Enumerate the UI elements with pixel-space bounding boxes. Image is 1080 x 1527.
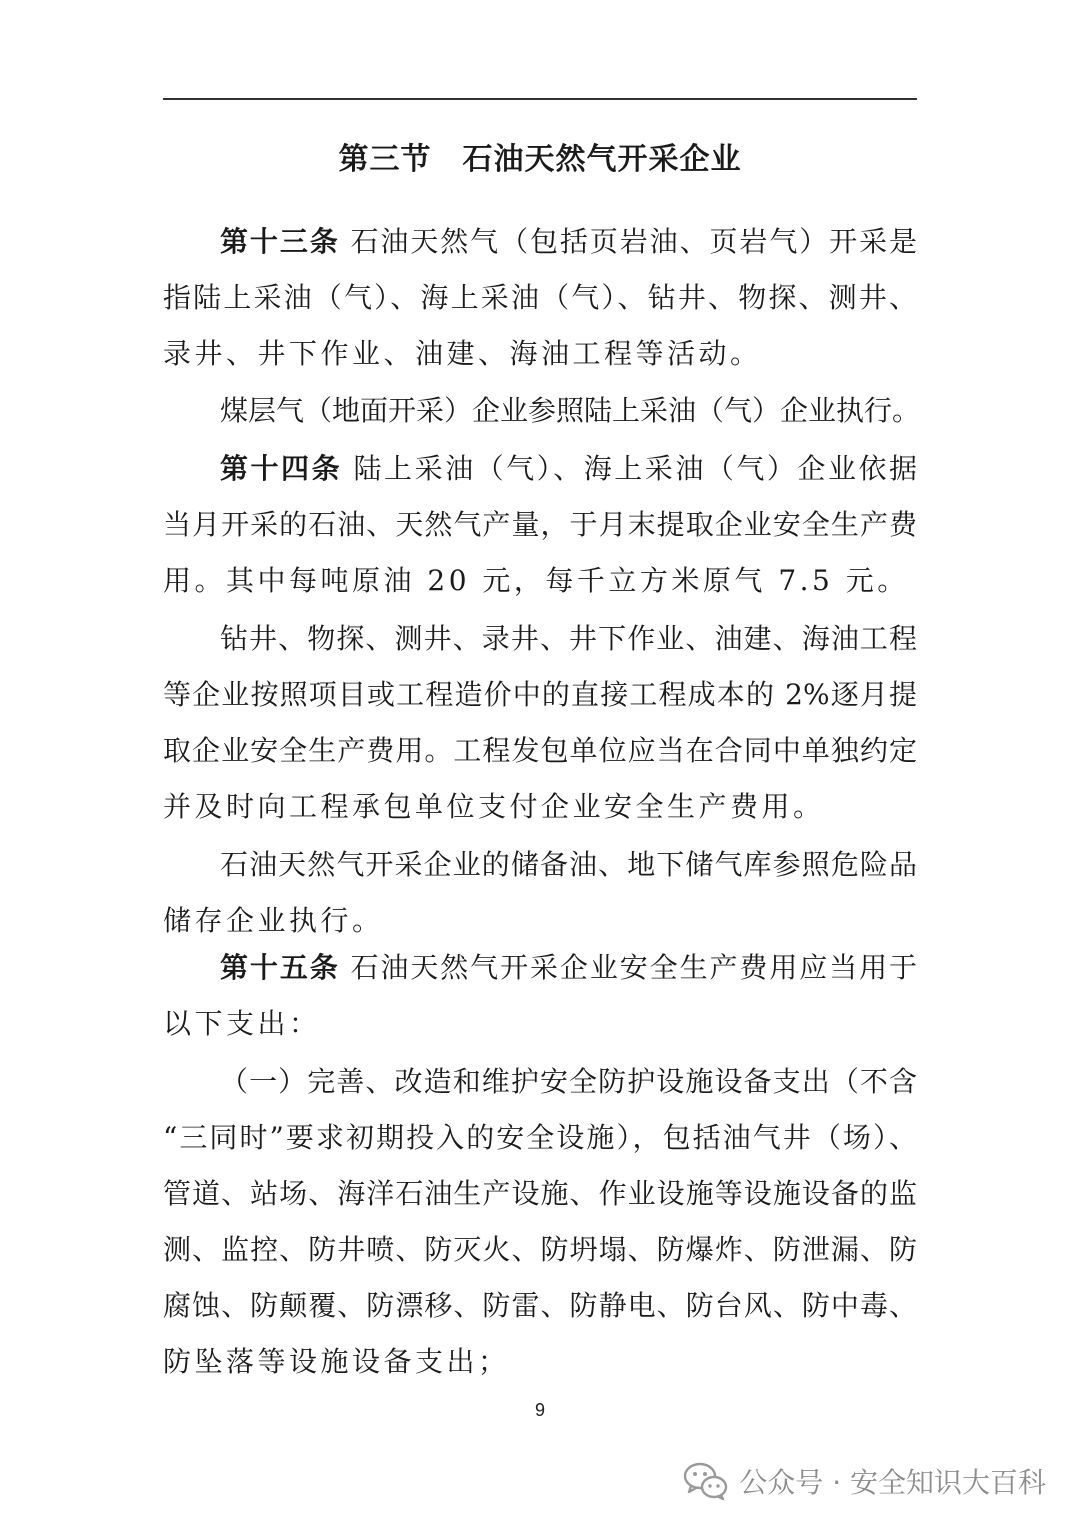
text-line	[163, 1334, 917, 1390]
article-label: 第十四条	[220, 452, 343, 485]
section-title: 第三节 石油天然气开采企业	[338, 142, 742, 177]
page-number: 9	[534, 1400, 545, 1420]
line-text: 并及时向工程承包单位支付企业安全生产费用。	[163, 790, 825, 823]
line-text: 储存企业执行。	[163, 904, 384, 937]
text-line	[163, 1054, 917, 1110]
text-line	[163, 667, 917, 723]
line-text: 以下支出：	[163, 1007, 321, 1040]
line-text: 取企业安全生产费用。工程发包单位应当在合同中单独约定	[163, 734, 917, 767]
line-text: 煤层气（地面开采）企业参照陆上采油（气）企业执行。	[220, 394, 921, 427]
line-text: 管道、站场、海洋石油生产设施、作业设施等设施设备的监	[163, 1177, 917, 1210]
text-line	[163, 940, 917, 996]
line-text: 等企业按照项目或工程造价中的直接工程成本的 2%逐月提	[163, 678, 917, 711]
article-label: 第十三条	[220, 225, 340, 258]
line-text: 测、监控、防井喷、防灭火、防坍塌、防爆炸、防泄漏、防	[163, 1233, 917, 1266]
line-text: 录井、井下作业、油建、海油工程等活动。	[163, 337, 762, 370]
line-text: “三同时”要求初期投入的安全设施），包括油气井（场）、	[163, 1121, 917, 1154]
line-text: 钻井、物探、测井、录井、井下作业、油建、海油工程	[220, 622, 917, 655]
line-text: 防坠落等设施设备支出；	[163, 1345, 510, 1378]
text-line	[163, 270, 917, 326]
text-line	[163, 1278, 917, 1334]
line-text: 陆上采油（气）、海上采油（气）企业依据	[342, 452, 917, 485]
text-line	[163, 723, 917, 779]
line-text: 指陆上采油（气）、海上采油（气）、钻井、物探、测井、	[163, 281, 917, 314]
text-line	[163, 611, 917, 667]
text-line	[163, 553, 917, 609]
text-line	[163, 1222, 917, 1278]
header-rule	[163, 98, 917, 100]
text-line	[163, 1110, 917, 1166]
line-text: 用。其中每吨原油 20 元，每千立方米原气 7.5 元。	[163, 564, 909, 597]
text-line	[163, 214, 917, 270]
text-line	[163, 441, 917, 497]
watermark	[683, 1456, 1046, 1506]
text-line	[163, 1166, 917, 1222]
text-line	[163, 497, 917, 553]
text-line	[163, 326, 917, 382]
wechat-icon	[683, 1461, 729, 1501]
line-text: 当月开采的石油、天然气产量，于月末提取企业安全生产费	[163, 508, 917, 541]
article-label: 第十五条	[220, 951, 340, 984]
line-text: 石油天然气（包括页岩油、页岩气）开采是	[339, 225, 917, 258]
watermark-text: 公众号 · 安全知识大百科	[739, 1466, 1046, 1499]
text-line	[163, 837, 917, 893]
line-text: （一）完善、改造和维护安全防护设施设备支出（不含	[220, 1065, 917, 1098]
text-line	[163, 779, 917, 835]
line-text: 腐蚀、防颠覆、防漂移、防雷、防静电、防台风、防中毒、	[163, 1289, 917, 1322]
line-text: 石油天然气开采企业安全生产费用应当用于	[339, 951, 917, 984]
text-line	[163, 383, 921, 439]
text-line	[163, 996, 917, 1052]
line-text: 石油天然气开采企业的储备油、地下储气库参照危险品	[220, 848, 917, 881]
